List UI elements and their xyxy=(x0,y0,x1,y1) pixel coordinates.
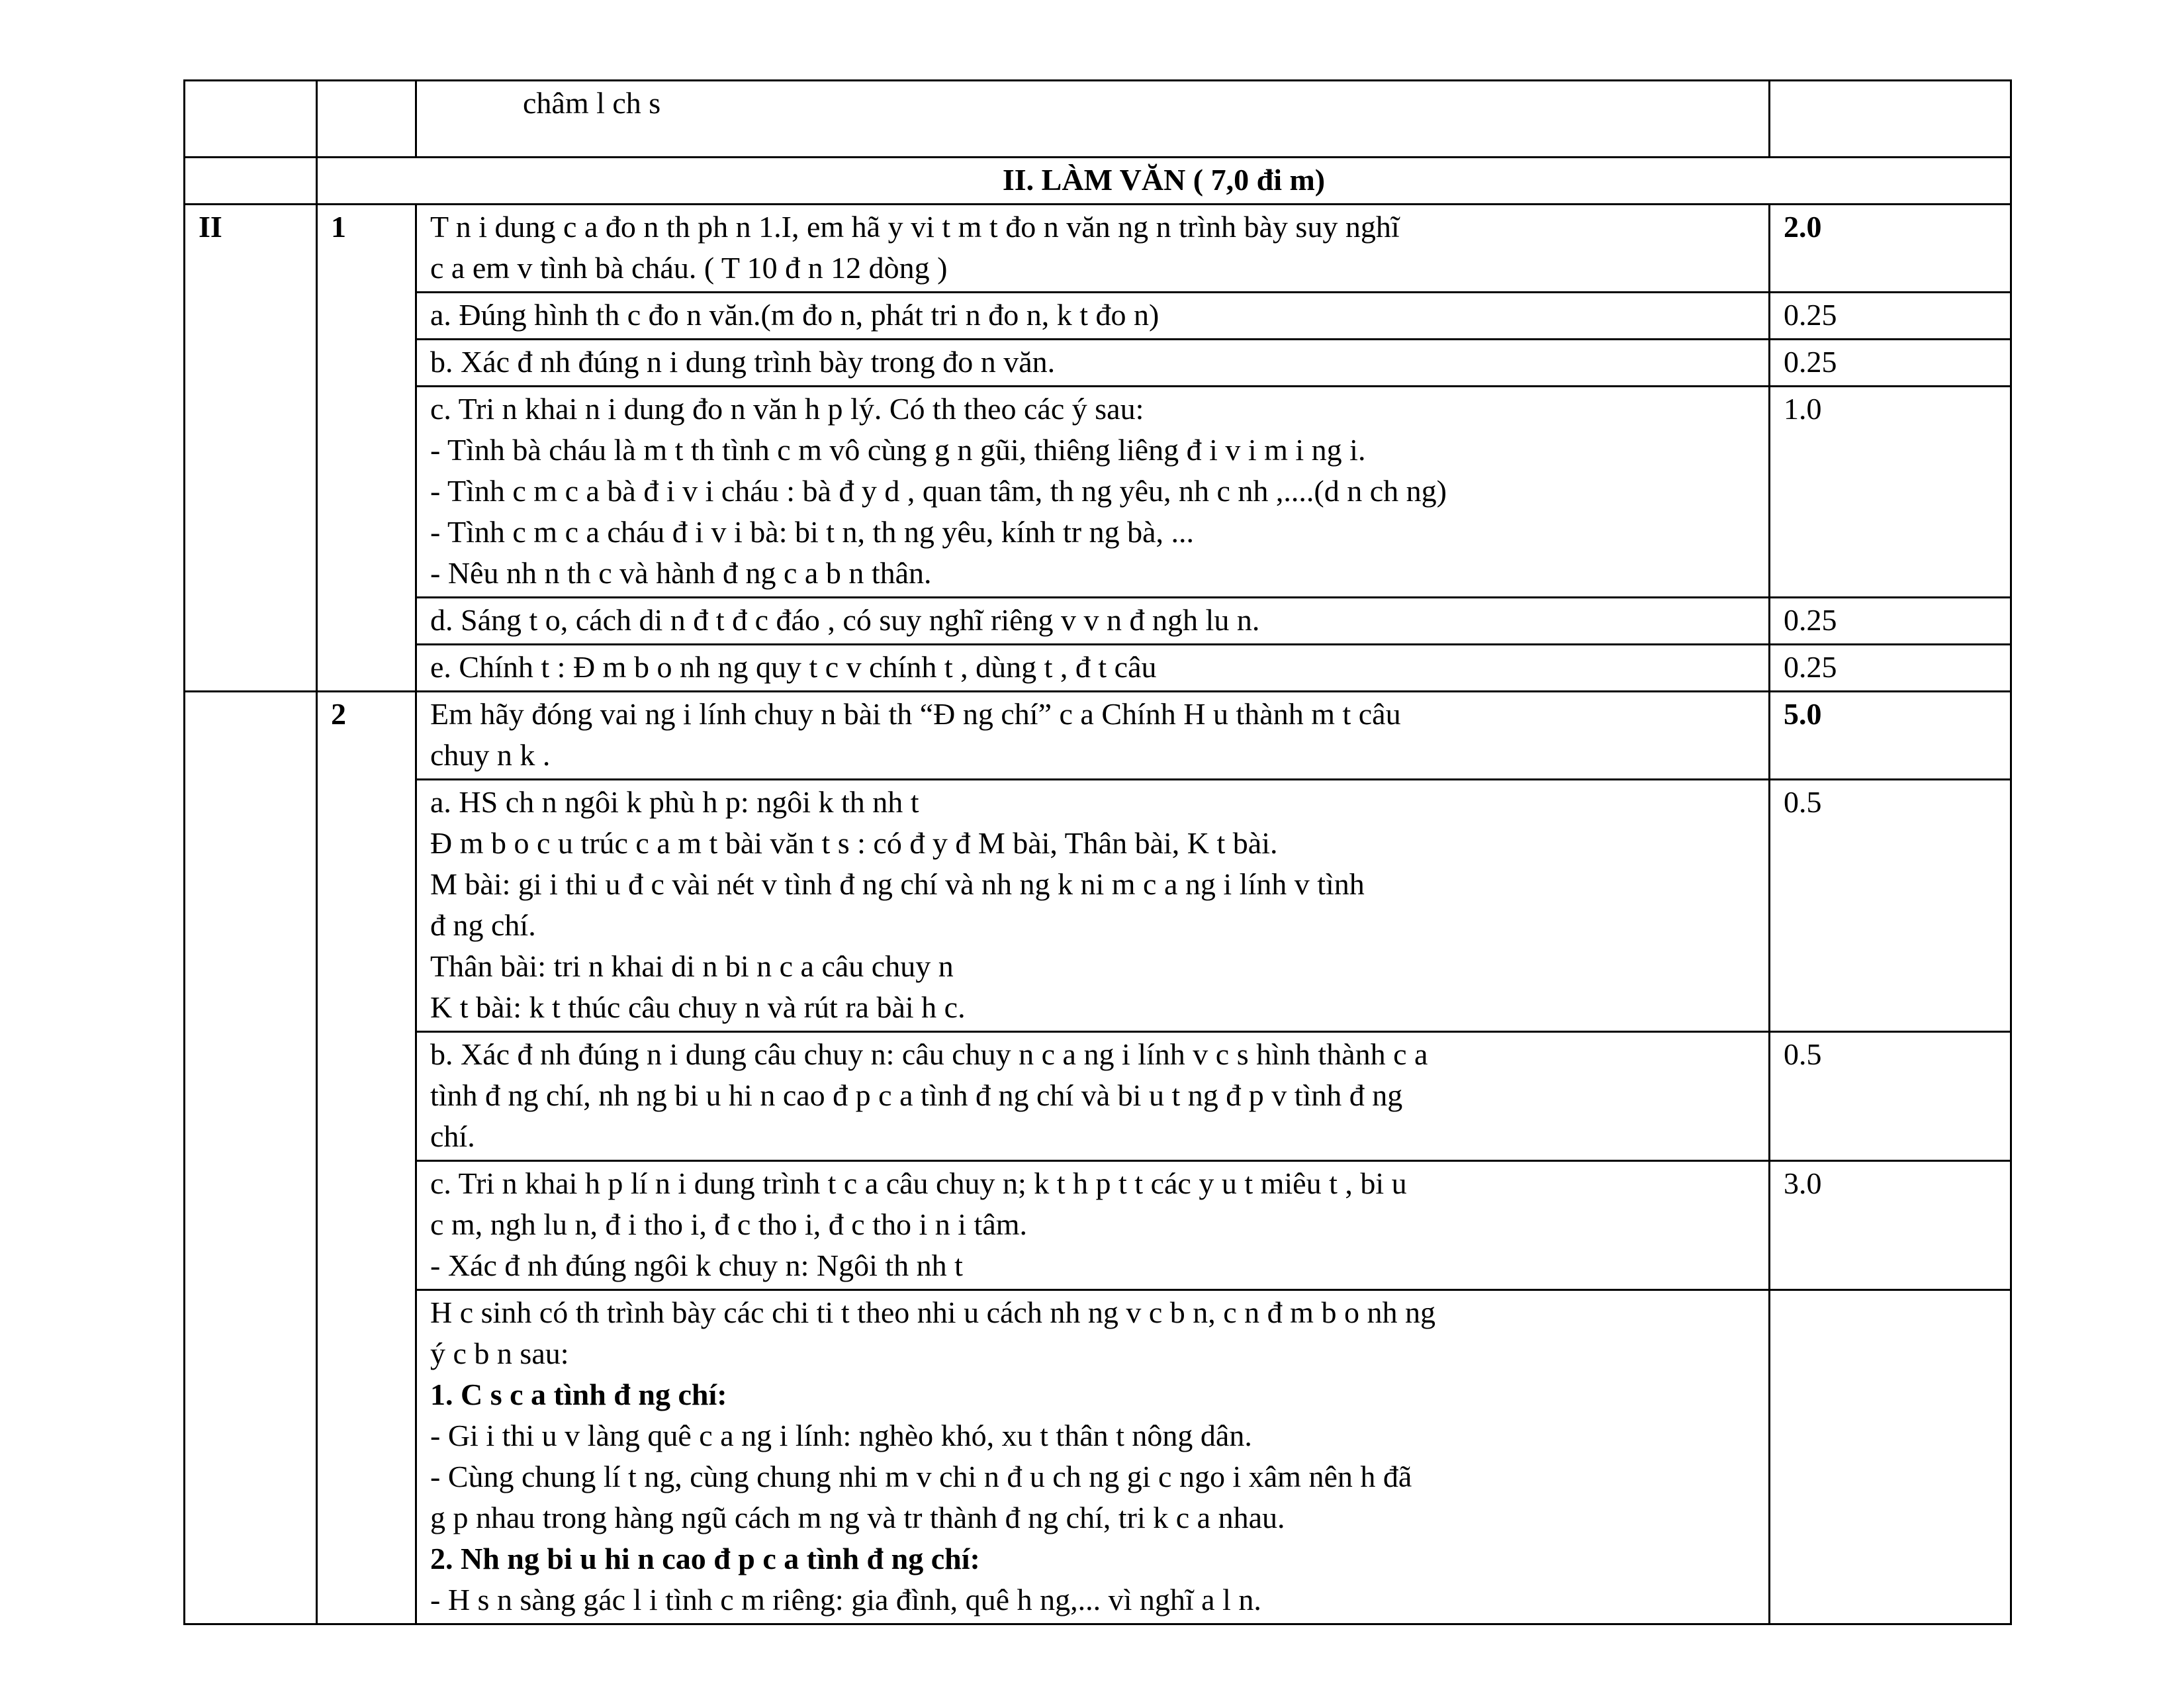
table-row xyxy=(185,598,2011,645)
criterion-line: Thân bài: tri n khai di n bi n c a câu chuy n xyxy=(430,949,954,983)
question-score: 5.0 xyxy=(1770,692,2011,780)
criterion-line: b. Xác đ nh đúng n i dung câu chuy n: câu chuy n c a ng i lính v c s hình thành c a xyxy=(430,1037,1428,1071)
prompt-line: c a em v tình bà cháu. ( T 10 đ n 12 dòng ) xyxy=(430,251,948,285)
table-row-section-heading xyxy=(185,158,2011,205)
table-row xyxy=(185,340,2011,387)
table-row xyxy=(185,205,2011,293)
details-line: - Cùng chung lí t ng, cùng chung nhi m v chi n đ u ch ng gi c ngo i xâm nên h đã xyxy=(430,1460,1412,1493)
question-score: 2.0 xyxy=(1770,205,2011,293)
table-row xyxy=(185,293,2011,340)
question-number: 1 xyxy=(317,205,416,692)
criterion xyxy=(416,598,1770,645)
criterion-score: 0.25 xyxy=(1770,340,2011,387)
criterion-line: đ ng chí. xyxy=(430,908,536,942)
table-row-continuation xyxy=(185,81,2011,158)
details-line: g p nhau trong hàng ngũ cách m ng và tr thành đ ng chí, tri k c a nhau. xyxy=(430,1501,1285,1534)
cell-number xyxy=(317,81,416,158)
criterion-line: Đ m b o c u trúc c a m t bài văn t s : có đ y đ M bài, Thân bài, K t bài. xyxy=(430,826,1278,860)
details-line: - Gi i thi u v làng quê c a ng i lính: nghèo khó, xu t thân t nông dân. xyxy=(430,1419,1252,1452)
details-line: - H s n sàng gác l i tình c m riêng: gia đình, quê h ng,... vì nghĩ a l n. xyxy=(430,1583,1261,1617)
criterion-score: 0.5 xyxy=(1770,780,2011,1032)
table-row xyxy=(185,1032,2011,1161)
table-row xyxy=(185,387,2011,598)
cell-content xyxy=(416,81,1770,158)
criterion-line: c. Tri n khai n i dung đo n văn h p lý. Có th theo các ý sau: xyxy=(430,392,1144,426)
criterion-line: - Xác đ nh đúng ngôi k chuy n: Ngôi th nh t xyxy=(430,1248,963,1282)
table-row xyxy=(185,1161,2011,1290)
criterion-line: b. Xác đ nh đúng n i dung trình bày trong đo n văn. xyxy=(430,345,1056,379)
criterion-line: - Tình bà cháu là m t th tình c m vô cùng g n gũi, thiêng liêng đ i v i m i ng i. xyxy=(430,433,1366,467)
prompt-line: Em hãy đóng vai ng i lính chuy n bài th “Đ ng chí” c a Chính H u thành m t câu xyxy=(430,697,1401,731)
criterion xyxy=(416,293,1770,340)
section-heading: II. LÀM VĂN ( 7,0 đi m) xyxy=(317,158,2011,205)
question-prompt xyxy=(416,692,1770,780)
table-row xyxy=(185,1290,2011,1624)
criterion xyxy=(416,387,1770,598)
criterion xyxy=(416,340,1770,387)
grading-table xyxy=(183,79,2012,1625)
criterion-score: 0.25 xyxy=(1770,598,2011,645)
criterion-score: 0.25 xyxy=(1770,293,2011,340)
part-label: II xyxy=(185,205,317,692)
criterion-line: K t bài: k t thúc câu chuy n và rút ra bài h c. xyxy=(430,990,966,1024)
criterion-line: - Tình c m c a cháu đ i v i bà: bi t n, th ng yêu, kính tr ng bà, ... xyxy=(430,515,1195,549)
criterion-score: 0.25 xyxy=(1770,645,2011,692)
cell-part xyxy=(185,692,317,1624)
details-heading: 1. C s c a tình đ ng chí: xyxy=(430,1378,727,1411)
criterion xyxy=(416,1161,1770,1290)
details-line: H c sinh có th trình bày các chi ti t theo nhi u cách nh ng v c b n, c n đ m b o nh ng xyxy=(430,1295,1435,1329)
cell-part xyxy=(185,158,317,205)
criterion-line: a. Đúng hình th c đo n văn.(m đo n, phát tri n đo n, k t đo n) xyxy=(430,298,1160,332)
prompt-line: T n i dung c a đo n th ph n 1.I, em hã y vi t m t đo n văn ng n trình bày suy nghĩ xyxy=(430,210,1400,244)
table-row xyxy=(185,780,2011,1032)
prompt-line: chuy n k . xyxy=(430,738,551,772)
cell-score xyxy=(1770,81,2011,158)
details-heading: 2. Nh ng bi u hi n cao đ p c a tình đ ng chí: xyxy=(430,1542,980,1575)
table-row xyxy=(185,645,2011,692)
criterion-line: - Tình c m c a bà đ i v i cháu : bà đ y d , quan tâm, th ng yêu, nh c nh ,....(d n ch ng) xyxy=(430,474,1447,508)
question-number: 2 xyxy=(317,692,416,1624)
answer-details xyxy=(416,1290,1770,1624)
cell-score xyxy=(1770,1290,2011,1624)
table-row xyxy=(185,692,2011,780)
content-line: châm l ch s xyxy=(523,86,661,120)
criterion-line: M bài: gi i thi u đ c vài nét v tình đ ng chí và nh ng k ni m c a ng i lính v tình xyxy=(430,867,1365,901)
question-prompt xyxy=(416,205,1770,293)
criterion xyxy=(416,645,1770,692)
criterion-score: 0.5 xyxy=(1770,1032,2011,1161)
criterion-line: e. Chính t : Đ m b o nh ng quy t c v chính t , dùng t , đ t câu xyxy=(430,650,1157,684)
criterion-line: - Nêu nh n th c và hành đ ng c a b n thân. xyxy=(430,556,932,590)
criterion-score: 1.0 xyxy=(1770,387,2011,598)
criterion-line: chí. xyxy=(430,1119,475,1153)
criterion xyxy=(416,780,1770,1032)
criterion-score: 3.0 xyxy=(1770,1161,2011,1290)
criterion-line: d. Sáng t o, cách di n đ t đ c đáo , có suy nghĩ riêng v v n đ ngh lu n. xyxy=(430,603,1260,637)
criterion-line: tình đ ng chí, nh ng bi u hi n cao đ p c a tình đ ng chí và bi u t ng đ p v tình đ ng xyxy=(430,1078,1403,1112)
cell-part xyxy=(185,81,317,158)
details-line: ý c b n sau: xyxy=(430,1336,569,1370)
criterion-line: c m, ngh lu n, đ i tho i, đ c tho i, đ c tho i n i tâm. xyxy=(430,1207,1028,1241)
criterion-line: c. Tri n khai h p lí n i dung trình t c a câu chuy n; k t h p t t các y u t miêu t , bi u xyxy=(430,1166,1407,1200)
criterion-line: a. HS ch n ngôi k phù h p: ngôi k th nh t xyxy=(430,785,919,819)
criterion xyxy=(416,1032,1770,1161)
